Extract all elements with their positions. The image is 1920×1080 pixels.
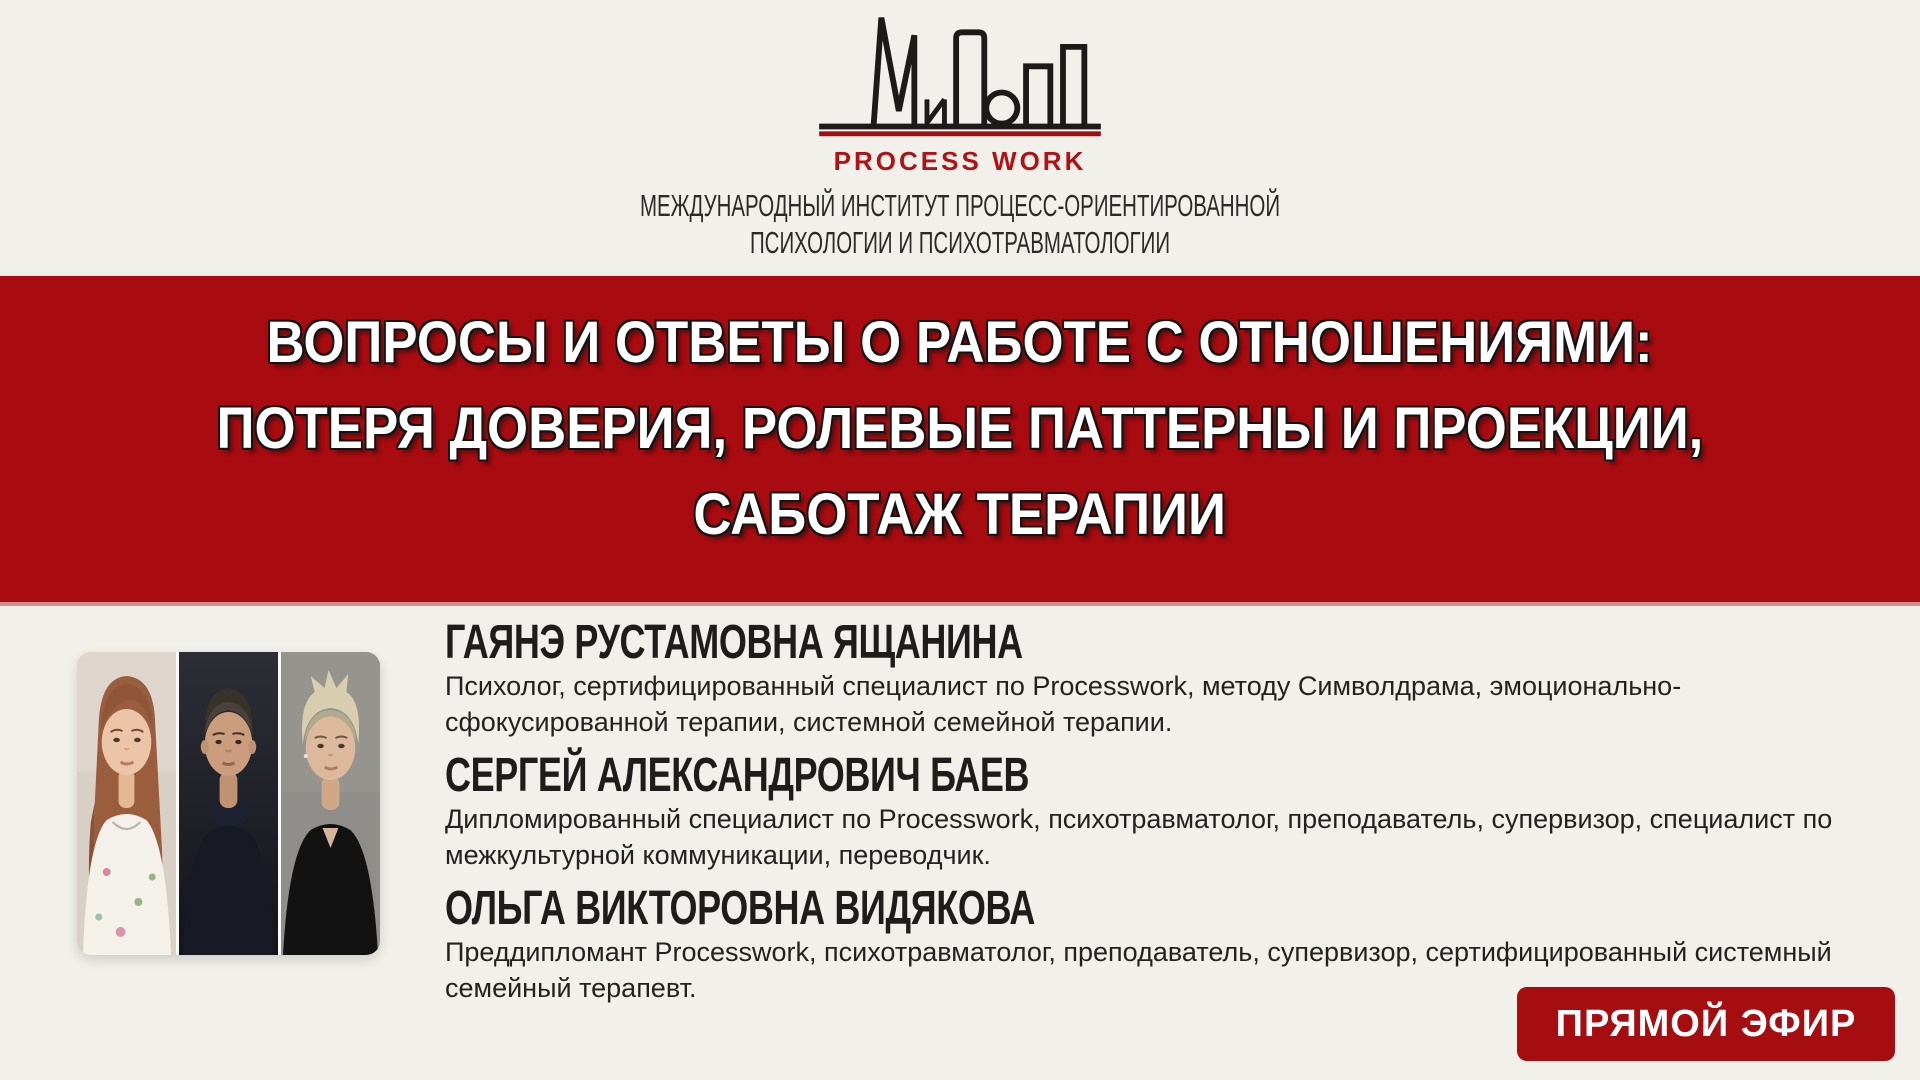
title-banner	[0, 276, 1920, 606]
speaker-block-gayane	[445, 616, 1865, 740]
mipopp-skyline-logo-icon	[805, 8, 1115, 144]
speaker-name	[445, 882, 1865, 935]
speakers-photo-strip	[77, 652, 380, 955]
speaker-bio: Дипломированный специалист по Processwork, психотравматолог, преподаватель, супервизор, специалист по межкультурной коммуникации, переводчик.	[445, 804, 1833, 870]
speaker-bio: Преддипломант Processwork, психотравматолог, преподаватель, супервизор, сертифицированный системный семейный терапевт.	[445, 937, 1832, 1003]
title-line-3-text: САБОТАЖ ТЕРАПИИ	[693, 482, 1227, 547]
title-line-3	[0, 472, 1920, 558]
brand-wordmark: PROCESS WORK	[833, 146, 1087, 176]
speaker-name-text: ОЛЬГА ВИКТОРОВНА ВИДЯКОВА	[445, 882, 1035, 935]
speaker-photo-sergey	[179, 652, 278, 955]
speaker-name	[445, 749, 1865, 802]
speakers-list	[445, 616, 1865, 1019]
title-line-1	[0, 300, 1920, 386]
speaker-photo-olga	[281, 652, 380, 955]
speaker-name	[445, 616, 1865, 669]
institute-name	[0, 187, 1920, 261]
speaker-photo-gayane	[77, 652, 176, 955]
speaker-name-text: СЕРГЕЙ АЛЕКСАНДРОВИЧ БАЕВ	[445, 749, 1030, 802]
speaker-block-sergey	[445, 749, 1865, 873]
title-line-2-text: ПОТЕРЯ ДОВЕРИЯ, РОЛЕВЫЕ ПАТТЕРНЫ И ПРОЕКЦИИ,	[216, 396, 1704, 461]
speaker-bio: Психолог, сертифицированный специалист по Processwork, методу Символдрама, эмоционально-сфокусированной терапии, системной семейной терапии.	[445, 671, 1682, 737]
header	[0, 0, 1920, 276]
institute-name-line1: МЕЖДУНАРОДНЫЙ ИНСТИТУТ ПРОЦЕСС-ОРИЕНТИРОВАННОЙ	[639, 188, 1281, 223]
speaker-name-text: ГАЯНЭ РУСТАМОВНА ЯЩАНИНА	[445, 616, 1023, 669]
live-broadcast-button[interactable]	[1517, 987, 1895, 1061]
title-line-1-text: ВОПРОСЫ И ОТВЕТЫ О РАБОТЕ С ОТНОШЕНИЯМИ:	[266, 310, 1654, 375]
title-line-2	[0, 386, 1920, 472]
institute-name-line2: ПСИХОЛОГИИ И ПСИХОТРАВМАТОЛОГИИ	[749, 225, 1171, 260]
live-broadcast-button-label: ПРЯМОЙ ЭФИР	[1555, 1002, 1857, 1045]
